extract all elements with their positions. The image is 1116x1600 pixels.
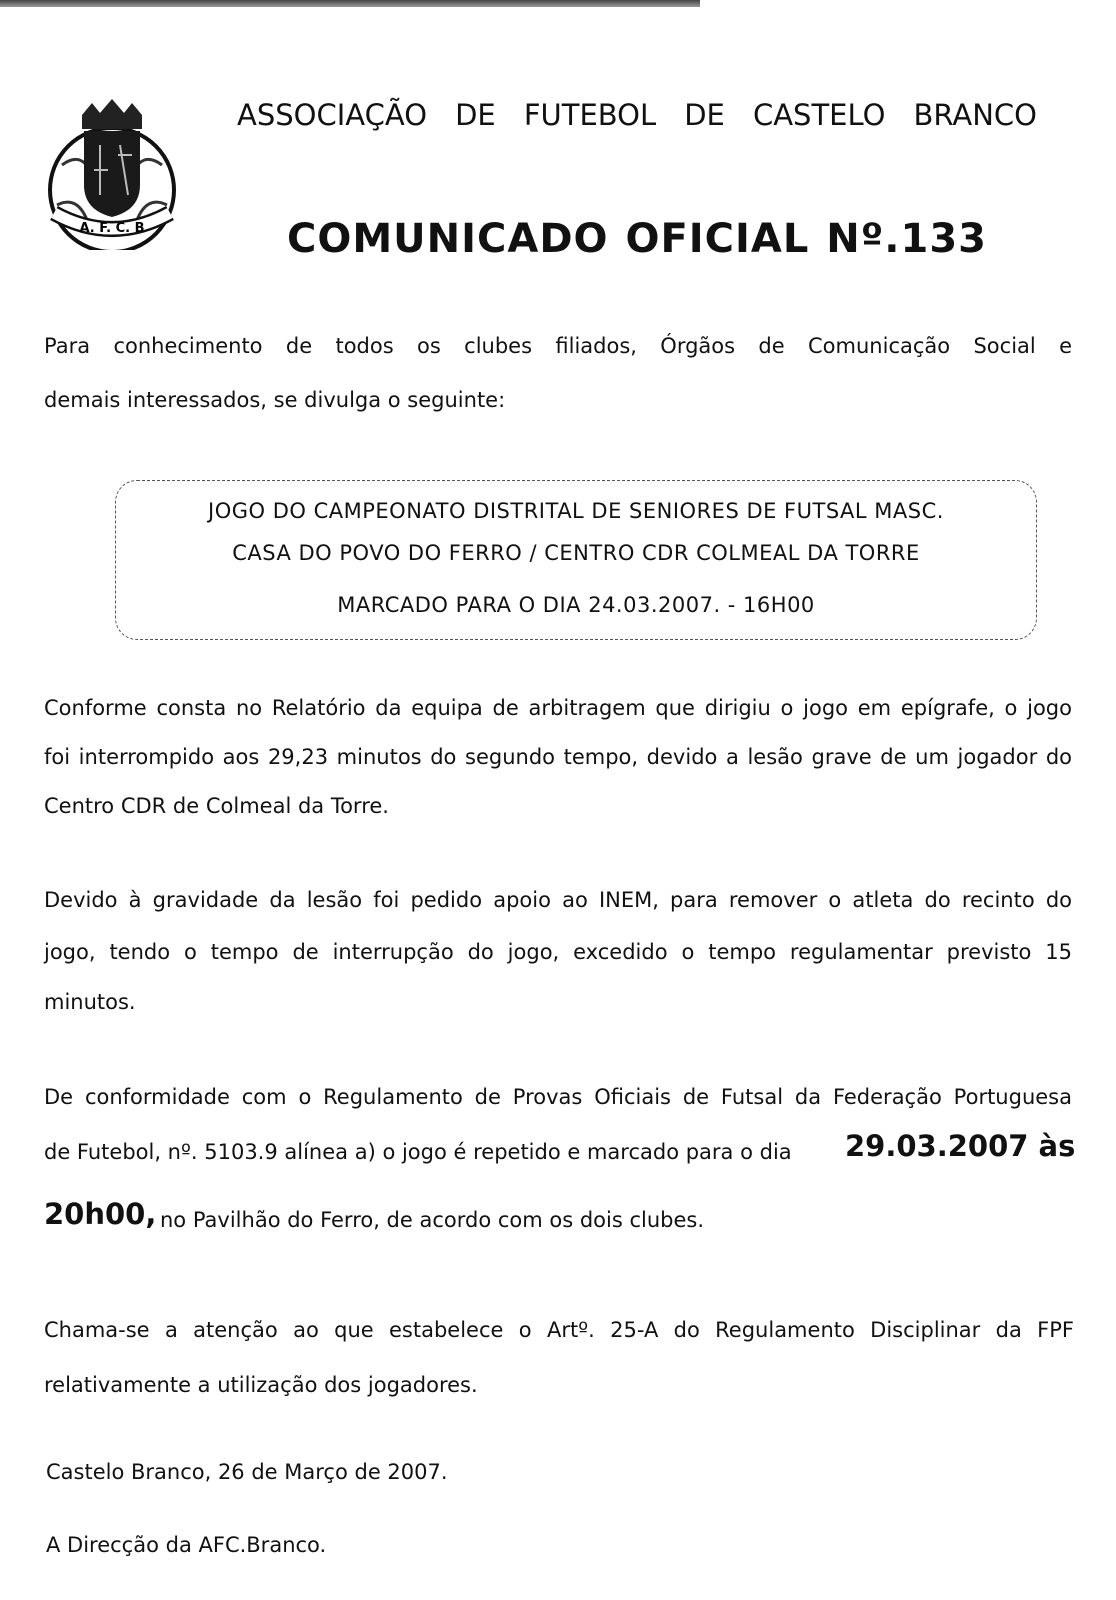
paragraph-line: no Pavilhão do Ferro, de acordo com os dois clubes. bbox=[160, 1208, 705, 1232]
paragraph-line: foi interrompido aos 29,23 minutos do segundo tempo, devido a lesão grave de um jogador do bbox=[44, 745, 1072, 769]
paragraph-line: Chama-se a atenção ao que estabelece o Artº. 25-A do Regulamento Disciplinar da FPF bbox=[44, 1318, 1074, 1342]
paragraph-line: minutos. bbox=[44, 990, 136, 1014]
organization-name: ASSOCIAÇÃO DE FUTEBOL DE CASTELO BRANCO bbox=[237, 98, 1037, 132]
page-title: COMUNICADO OFICIAL Nº.133 bbox=[287, 216, 987, 262]
paragraph-line: jogo, tendo o tempo de interrupção do jogo, excedido o tempo regulamentar previsto 15 bbox=[44, 940, 1072, 964]
new-time: 20h00, bbox=[44, 1197, 157, 1231]
signature: A Direcção da AFC.Branco. bbox=[46, 1533, 327, 1557]
scan-edge bbox=[0, 0, 700, 7]
afcb-logo bbox=[42, 95, 182, 250]
intro-line: Para conhecimento de todos os clubes filiados, Órgãos de Comunicação Social e bbox=[44, 334, 1072, 358]
paragraph-line: Conforme consta no Relatório da equipa de arbitragem que dirigiu o jogo em epígrafe, o jogo bbox=[44, 696, 1072, 720]
svg-text:A. F. C. B: A. F. C. B bbox=[79, 221, 145, 236]
game-competition: JOGO DO CAMPEONATO DISTRITAL DE SENIORES DE FUTSAL MASC. bbox=[208, 499, 944, 523]
paragraph-line: De conformidade com o Regulamento de Provas Oficiais de Futsal da Federação Portuguesa bbox=[44, 1085, 1072, 1109]
game-info-box bbox=[115, 480, 1037, 640]
paragraph-line: relativamente a utilização dos jogadores. bbox=[44, 1373, 478, 1397]
new-date: 29.03.2007 às bbox=[845, 1129, 1076, 1163]
intro-line: demais interessados, se divulga o seguinte: bbox=[44, 388, 506, 412]
place-date: Castelo Branco, 26 de Março de 2007. bbox=[46, 1460, 448, 1484]
paragraph-line: Centro CDR de Colmeal da Torre. bbox=[44, 794, 389, 818]
game-teams: CASA DO POVO DO FERRO / CENTRO CDR COLMEAL DA TORRE bbox=[232, 541, 920, 565]
game-date: MARCADO PARA O DIA 24.03.2007. - 16H00 bbox=[337, 593, 815, 617]
paragraph-line: Devido à gravidade da lesão foi pedido apoio ao INEM, para remover o atleta do recinto do bbox=[44, 888, 1072, 912]
paragraph-line: de Futebol, nº. 5103.9 alínea a) o jogo é repetido e marcado para o dia bbox=[44, 1140, 792, 1164]
